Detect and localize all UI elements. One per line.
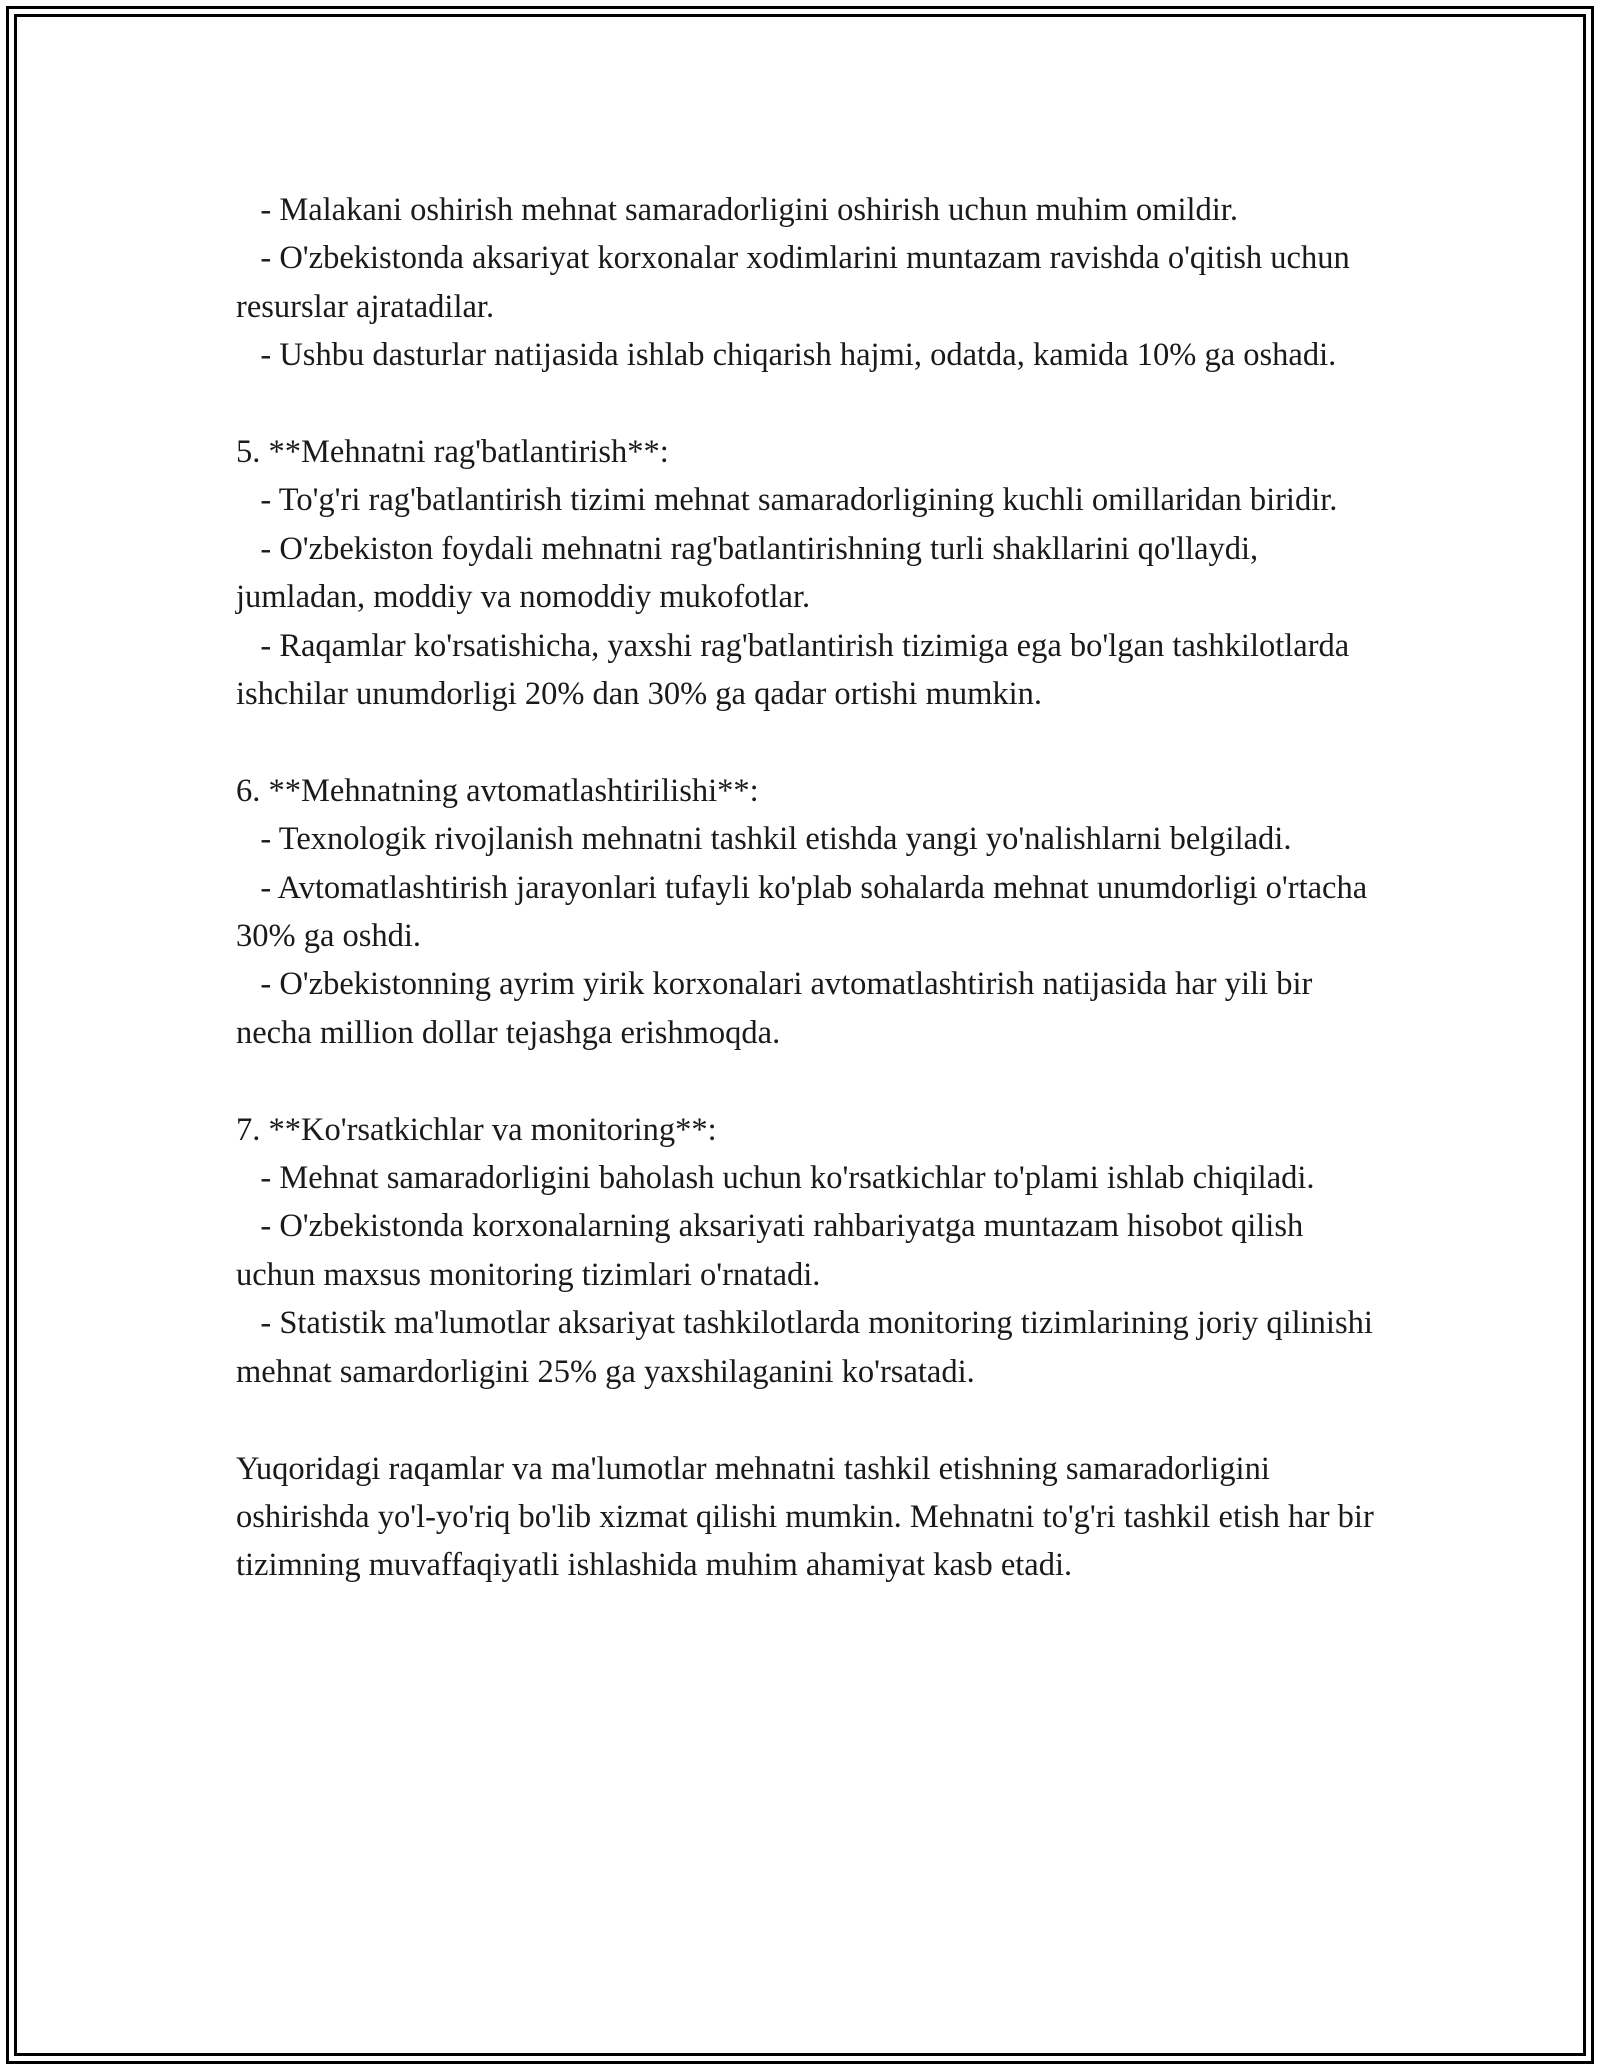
list-item: - O'zbekistonda korxonalarning aksariyati rahbariyatga muntazam hisobot qilish uchun maxsus monitoring tizimlari o'rnatadi. [236,1208,1312,1293]
section-7 [236,1106,1386,1396]
list-item: - Mehnat samaradorligini baholash uchun ko'rsatkichlar to'plami ishlab chiqiladi. [236,1160,1315,1197]
list-item: - Texnologik rivojlanish mehnatni tashkil etishda yangi yo'nalishlarni belgiladi. [236,821,1292,858]
list-item: - O'zbekistonning ayrim yirik korxonalari avtomatlashtirish natijasida har yili bir necha million dollar tejashga erishmoqda. [236,966,1321,1051]
document-body [236,186,1386,1590]
section-heading: 7. **Ko'rsatkichlar va monitoring**: [236,1111,717,1148]
section-5 [236,428,1386,718]
section-6 [236,767,1386,1057]
section-heading: 6. **Mehnatning avtomatlashtirilishi**: [236,772,759,809]
list-item: - Avtomatlashtirish jarayonlari tufayli ko'plab sohalarda mehnat unumdorligi o'rtacha 30% ga oshdi. [236,869,1376,955]
paragraph-gap [236,718,1386,766]
list-item: - To'g'ri rag'batlantirish tizimi mehnat samaradorligining kuchli omillaridan biridir. [236,482,1338,519]
paragraph-gap [236,380,1386,428]
list-item: - O'zbekiston foydali mehnatni rag'batlantirishning turli shakllarini qo'llaydi, jumladan, moddiy va nomoddiy mukofotlar. [236,530,1267,616]
list-item: - Statistik ma'lumotlar aksariyat tashkilotlarda monitoring tizimlarining joriy qilinishi mehnat samardorligini 25% ga yaxshilaganini ko'rsatadi. [236,1305,1381,1390]
list-item: - Malakani oshirish mehnat samaradorligini oshirish uchun muhim omildir. [236,192,1238,228]
paragraph-gap [236,1057,1386,1105]
section-heading: 5. **Mehnatni rag'batlantirish**: [236,434,669,471]
list-item: - Ushbu dasturlar natijasida ishlab chiqarish hajmi, odatda, kamida 10% ga oshadi. [236,337,1337,374]
list-item: - O'zbekistonda aksariyat korxonalar xodimlarini muntazam ravishda o'qitish uchun resurslar ajratadilar. [236,240,1358,325]
list-item: - Raqamlar ko'rsatishicha, yaxshi rag'batlantirish tizimiga ega bo'lgan tashkilotlarda ishchilar unumdorligi 20% dan 30% ga qadar ortishi mumkin. [236,627,1358,713]
section-intro [236,186,1386,380]
paragraph-gap [236,1396,1386,1444]
conclusion-paragraph: Yuqoridagi raqamlar va ma'lumotlar mehnatni tashkil etishning samaradorligini oshirishda yo'l-yo'riq bo'lib xizmat qilishi mumkin. Mehnatni to'g'ri tashkil etish har bir tizimning muvaffaqiyatli ishlashida muhim ahamiyat kasb etadi. [236,1450,1382,1584]
